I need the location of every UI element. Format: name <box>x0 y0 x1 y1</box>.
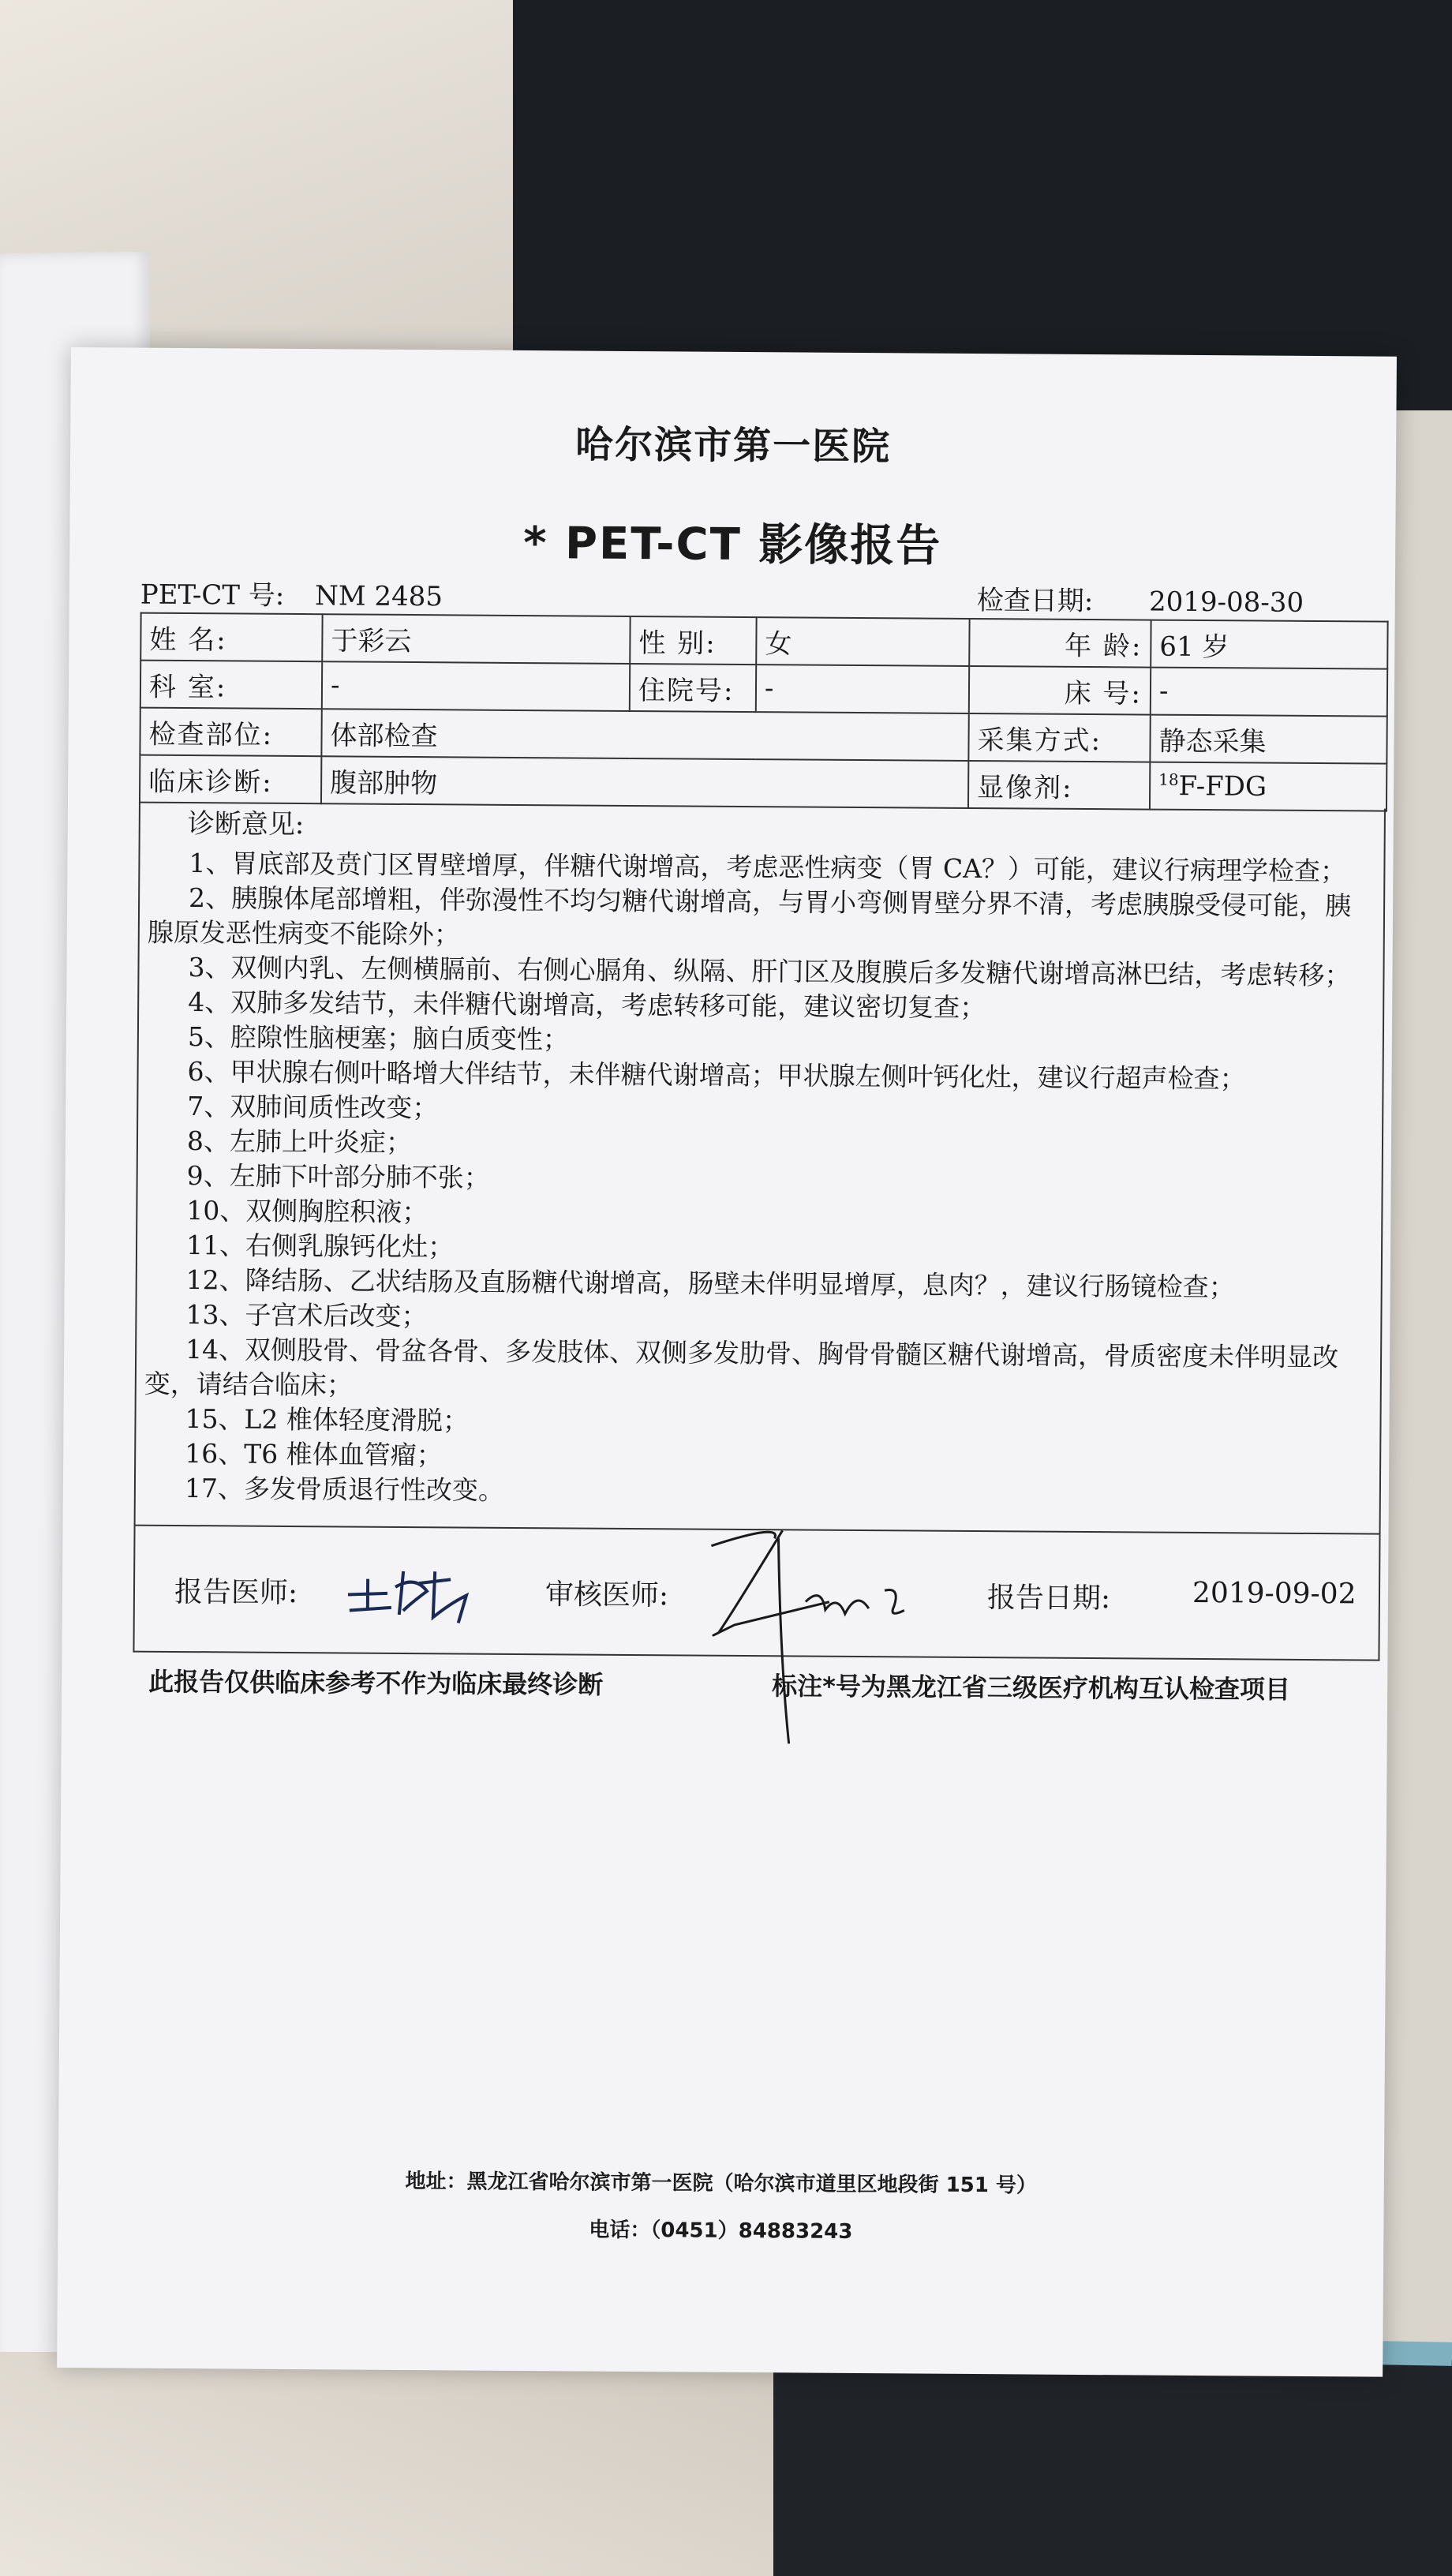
petct-number-value: NM 2485 <box>314 580 443 613</box>
patient-info-table <box>139 612 1389 812</box>
sex-label: 性 别: <box>630 616 756 665</box>
report-doctor-signature <box>340 1547 491 1627</box>
list-item: 3、双侧内乳、左侧横膈前、右侧心膈角、纵隔、肝门区及腹膜后多发糖代谢增高淋巴结，考虑转移； <box>188 952 1351 991</box>
table-row <box>140 708 1387 764</box>
acquisition-label: 采集方式: <box>968 713 1150 762</box>
list-item: 6、甲状腺右侧叶略增大伴结节，未伴糖代谢增高；甲状腺左侧叶钙化灶，建议行超声检查； <box>187 1056 1246 1095</box>
list-item: 8、左肺上叶炎症； <box>186 1125 413 1159</box>
footnote: 标注*号为黑龙江省三级医疗机构互认检查项目 <box>772 1671 1291 1705</box>
admission-number-label: 住院号: <box>630 664 756 712</box>
exam-site-value: 体部检查 <box>321 709 968 761</box>
list-item: 16、T6 椎体血管瘤； <box>185 1438 443 1471</box>
list-item: 12、降结肠、乙状结肠及直肠糖代谢增高，肠壁未伴明显增厚，息肉？，建议行肠镜检查； <box>185 1264 1235 1303</box>
diagnosis-list <box>144 846 1375 1515</box>
department-value: - <box>322 661 630 711</box>
petct-number <box>140 573 443 614</box>
table-row <box>140 661 1387 717</box>
footer-phone: 电话：（0451）84883243 <box>589 2218 853 2244</box>
exam-date-value: 2019-08-30 <box>1148 586 1304 619</box>
list-item: 4、双肺多发结节，未伴糖代谢增高，考虑转移可能，建议密切复查； <box>188 987 986 1024</box>
name-label: 姓 名: <box>140 613 322 662</box>
list-item: 13、子宫术后改变； <box>185 1299 428 1332</box>
clinical-diagnosis-value: 腹部肿物 <box>321 756 968 808</box>
report-doctor-label: 报告医师: <box>174 1575 298 1610</box>
age-label: 年 龄: <box>969 619 1151 668</box>
tracer-name: F-FDG <box>1178 769 1267 803</box>
footer-address: 地址：黑龙江省哈尔滨市第一医院（哈尔滨市道里区地段街 151 号） <box>405 2170 1038 2198</box>
background-dark-bottom <box>773 2360 1452 2576</box>
list-item: 1、胃底部及贲门区胃壁增厚，伴糖代谢增高，考虑恶性病变（胃 CA？）可能，建议行病理学检查； <box>189 848 1347 887</box>
list-item: 15、L2 椎体轻度滑脱； <box>185 1403 470 1436</box>
list-item: 17、多发骨质退行性改变。 <box>184 1473 505 1506</box>
tracer-value <box>1150 762 1387 811</box>
age-value: 61 岁 <box>1151 620 1387 669</box>
list-item: 2、胰腺体尾部增粗，伴弥漫性不均匀糖代谢增高，与胃小弯侧胃壁分界不清，考虑胰腺受侵可能，胰腺原发恶性病变不能除外； <box>147 882 1352 950</box>
diagnosis-section <box>134 800 1386 1535</box>
signature-section <box>133 1526 1380 1661</box>
report-title: * PET-CT 影像报告 <box>523 518 942 572</box>
list-item: 9、左肺下叶部分肺不张； <box>186 1160 490 1193</box>
department-label: 科 室: <box>140 661 322 710</box>
report-date-value: 2019-09-02 <box>1192 1576 1357 1611</box>
tracer-isotope-superscript: 18 <box>1158 769 1179 789</box>
table-row <box>140 613 1387 669</box>
list-item: 7、双肺间质性改变； <box>187 1091 439 1124</box>
tracer-label: 显像剂: <box>968 761 1150 810</box>
list-item: 5、腔隙性脑梗塞；脑白质变性； <box>187 1021 570 1055</box>
petct-number-label: PET-CT 号: <box>140 578 285 612</box>
bed-number-value: - <box>1151 668 1387 717</box>
exam-site-label: 检查部位: <box>140 708 321 757</box>
list-item: 10、双侧胸腔积液； <box>186 1195 428 1228</box>
diagnosis-heading: 诊断意见: <box>187 808 305 841</box>
report-paper <box>57 347 1397 2377</box>
sex-value: 女 <box>756 617 969 666</box>
list-item: 11、右侧乳腺钙化灶； <box>185 1230 455 1263</box>
clinical-diagnosis-label: 临床诊断: <box>140 755 321 804</box>
review-doctor-label: 审核医师: <box>544 1578 669 1612</box>
admission-number-value: - <box>756 665 969 713</box>
exam-date <box>977 578 1304 620</box>
name-value: 于彩云 <box>322 614 630 664</box>
hospital-name: 哈尔滨市第一医院 <box>574 422 892 470</box>
review-doctor-signature <box>687 1514 956 1752</box>
background-dark-surface <box>513 0 1452 410</box>
list-item: 14、双侧股骨、骨盆各骨、多发肢体、双侧多发肋骨、胸骨骨髓区糖代谢增高，骨质密度未伴明显改变，请结合临床； <box>144 1334 1339 1401</box>
acquisition-value: 静态采集 <box>1150 715 1387 764</box>
bed-number-label: 床 号: <box>969 666 1151 715</box>
exam-date-label: 检查日期: <box>976 585 1094 618</box>
report-date-label: 报告日期: <box>986 1582 1111 1616</box>
disclaimer: 此报告仅供临床参考不作为临床最终诊断 <box>148 1666 604 1700</box>
background-cloth-bottom <box>0 2352 868 2576</box>
